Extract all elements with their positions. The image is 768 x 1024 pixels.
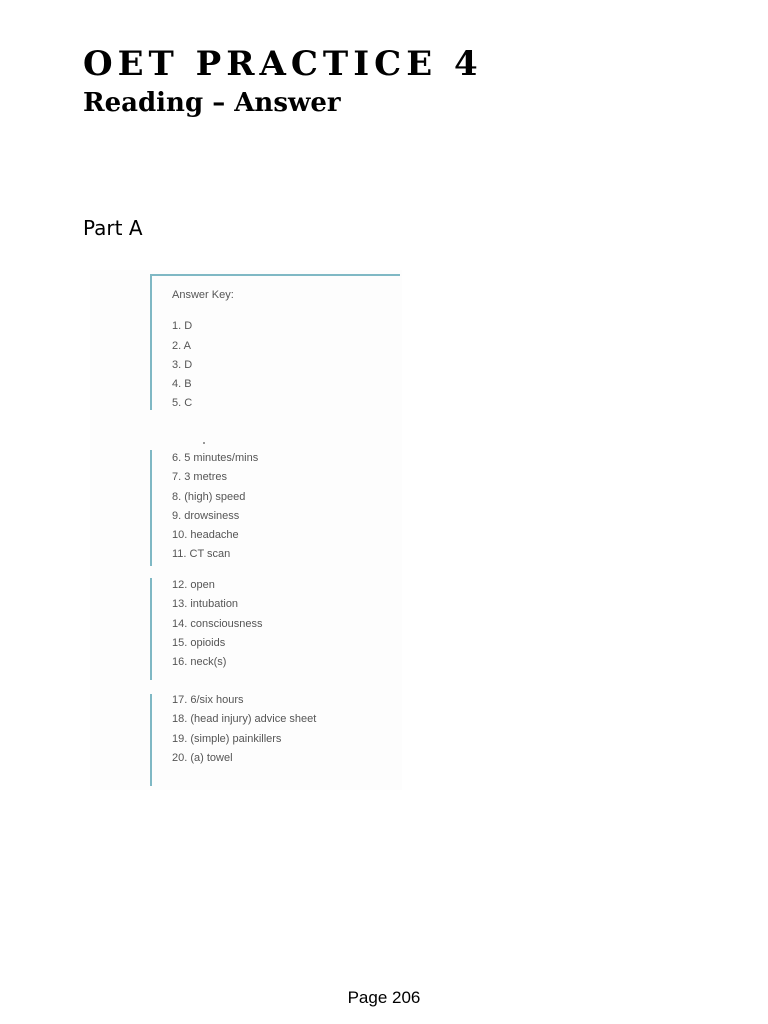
answer-item: 19. (simple) painkillers	[172, 732, 282, 745]
answer-item: 15. opioids	[172, 636, 226, 649]
answer-item: 3. D	[172, 358, 193, 371]
answer-item: 16. neck(s)	[172, 656, 227, 669]
answer-item: 10. headache	[172, 529, 239, 542]
answer-key-heading: Answer Key:	[172, 289, 234, 301]
page-title: OET PRACTICE 4	[83, 44, 483, 84]
answer-item: 11. CT scan	[172, 548, 231, 561]
answer-item: 4. B	[172, 378, 192, 391]
answer-item: 14. consciousness	[172, 617, 263, 630]
answer-item: 1. D	[172, 320, 193, 333]
answer-group-3	[172, 576, 263, 672]
answer-item: 12. open	[172, 579, 215, 591]
answer-item: 20. (a) towel	[172, 751, 233, 764]
answer-item: 2. A	[172, 339, 191, 352]
answer-key-top-rule	[150, 274, 400, 276]
answer-key-image	[90, 270, 402, 790]
answer-group-2	[172, 449, 258, 565]
answer-key-group-bar	[150, 276, 152, 410]
section-label: Part A	[83, 216, 143, 240]
page-number: Page 206	[347, 988, 421, 1007]
answer-item: 7. 3 metres	[172, 471, 228, 484]
answer-item: 13. intubation	[172, 598, 239, 611]
answer-group-4	[172, 691, 316, 768]
answer-item: 17. 6/six hours	[172, 694, 244, 706]
answer-item: 18. (head injury) advice sheet	[172, 713, 317, 726]
page-subtitle: Reading – Answer	[83, 88, 341, 118]
answer-item: 9. drowsiness	[172, 509, 240, 522]
answer-item: 8. (high) speed	[172, 490, 246, 503]
answer-key-group-bar	[150, 694, 152, 786]
answer-item: 6. 5 minutes/mins	[172, 452, 259, 464]
answer-key-group-bar	[150, 450, 152, 566]
answer-key-group-bar	[150, 578, 152, 680]
scan-speck	[203, 442, 205, 444]
answer-group-1	[172, 286, 234, 414]
answer-item: 5. C	[172, 397, 193, 410]
